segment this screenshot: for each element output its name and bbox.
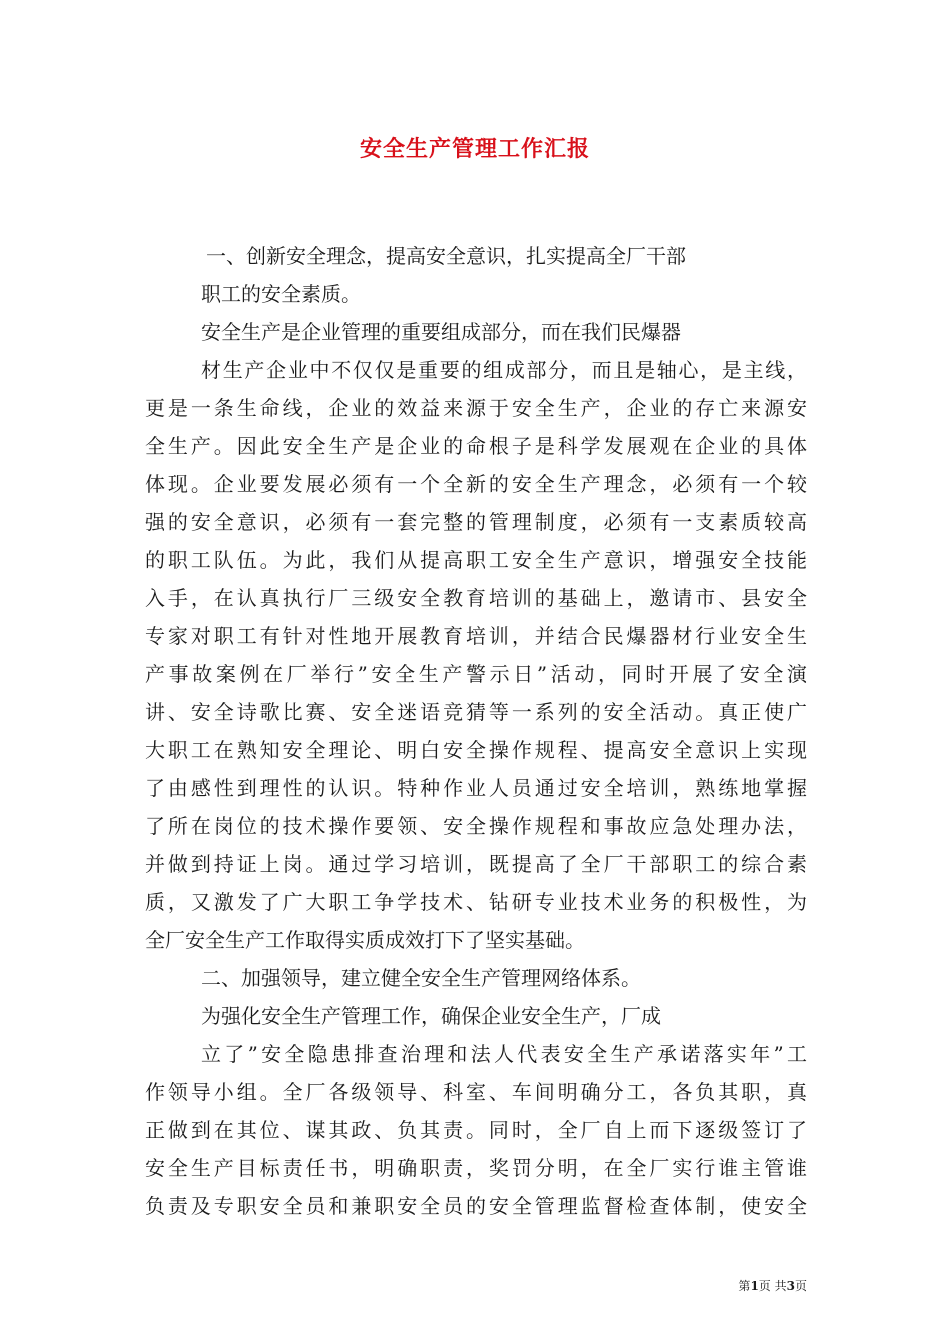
- body-line: 正做到在其位、谋其政、负其责。同时，全厂自上而下逐级签订了: [145, 1118, 807, 1142]
- body-line: 更是一条生命线，企业的效益来源于安全生产，企业的存亡来源安: [145, 396, 807, 420]
- footer-suffix: 页: [794, 1279, 807, 1293]
- body-line: 大职工在熟知安全理论、明白安全操作规程、提高安全意识上实现: [145, 738, 807, 762]
- body-line: 安全生产目标责任书，明确职责，奖罚分明，在全厂实行谁主管谁: [145, 1156, 807, 1180]
- body-line: 安全生产是企业管理的重要组成部分，而在我们民爆器: [201, 320, 681, 344]
- body-line: 了由感性到理性的认识。特种作业人员通过安全培训，熟练地掌握: [145, 776, 807, 800]
- body-line: 质，又激发了广大职工争学技术、钻研专业技术业务的积极性，为: [145, 890, 807, 914]
- body-line: 了所在岗位的技术操作要领、安全操作规程和事故应急处理办法，: [145, 814, 807, 838]
- body-line: 材生产企业中不仅仅是重要的组成部分，而且是轴心，是主线，: [201, 358, 807, 382]
- body-line: 为强化安全生产管理工作，确保企业安全生产，厂成: [201, 1004, 661, 1028]
- footer-middle: 页 共: [758, 1279, 787, 1293]
- body-line: 全生产。因此安全生产是企业的命根子是科学发展观在企业的具体: [145, 434, 807, 458]
- body-line: 二、加强领导，建立健全安全生产管理网络体系。: [201, 966, 641, 990]
- body-line: 强的安全意识，必须有一套完整的管理制度，必须有一支素质较高: [145, 510, 807, 534]
- page-footer: [738, 1278, 807, 1294]
- document-title: 安全生产管理工作汇报: [359, 136, 590, 162]
- body-line: 全厂安全生产工作取得实质成效打下了坚实基础。: [145, 928, 585, 952]
- body-line: 负责及专职安全员和兼职安全员的安全管理监督检查体制，使安全: [145, 1194, 807, 1218]
- body-line: 一、创新安全理念，提高安全意识，扎实提高全厂干部: [206, 244, 686, 268]
- footer-total-pages: 3: [786, 1279, 795, 1293]
- footer-page-number: 1: [750, 1279, 759, 1293]
- body-line: 的职工队伍。为此，我们从提高职工安全生产意识，增强安全技能: [145, 548, 807, 572]
- body-line: 入手，在认真执行厂三级安全教育培训的基础上，邀请市、县安全: [145, 586, 807, 610]
- body-line: 并做到持证上岗。通过学习培训，既提高了全厂干部职工的综合素: [145, 852, 807, 876]
- body-line: 专家对职工有针对性地开展教育培训，并结合民爆器材行业安全生: [145, 624, 807, 648]
- body-line: 产事故案例在厂举行”安全生产警示日”活动，同时开展了安全演: [145, 662, 807, 686]
- body-line: 立了”安全隐患排查治理和法人代表安全生产承诺落实年”工: [201, 1042, 807, 1066]
- footer-prefix: 第: [738, 1279, 751, 1293]
- body-line: 讲、安全诗歌比赛、安全迷语竞猜等一系列的安全活动。真正使广: [145, 700, 807, 724]
- body-line: 作领导小组。全厂各级领导、科室、车间明确分工，各负其职，真: [145, 1080, 807, 1104]
- body-line: 职工的安全素质。: [201, 282, 361, 306]
- body-line: 体现。企业要发展必须有一个全新的安全生产理念，必须有一个较: [145, 472, 807, 496]
